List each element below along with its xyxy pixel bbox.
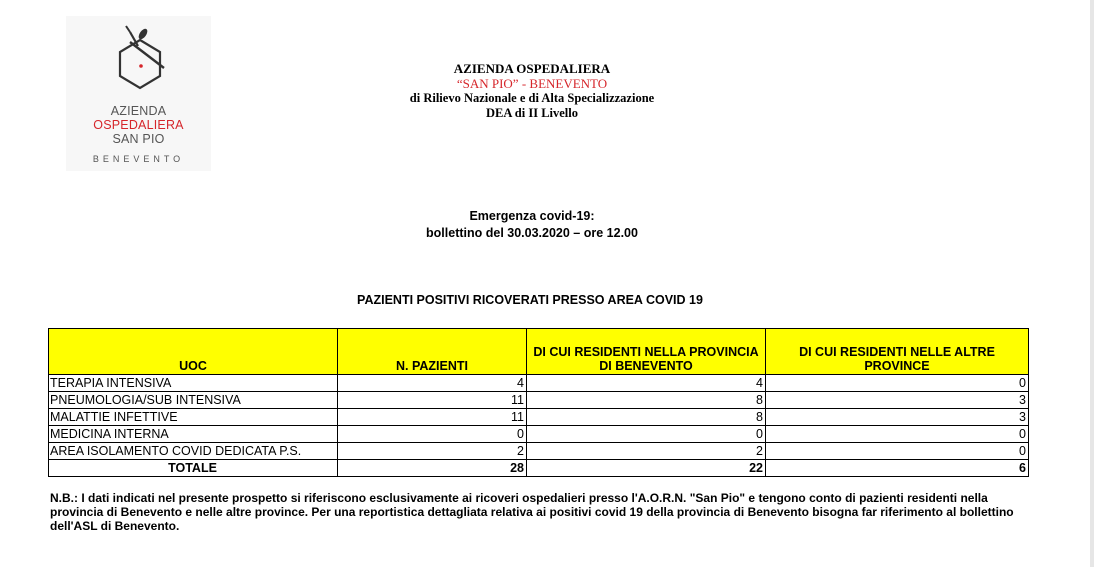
cell-benevento: 4 xyxy=(527,375,766,392)
logo-text-san-pio: SAN PIO xyxy=(112,132,165,146)
logo-text-ospedaliera: OSPEDALIERA xyxy=(93,118,184,132)
cell-pazienti: 2 xyxy=(338,443,527,460)
table-header-row xyxy=(49,329,1029,375)
cell-uoc: TERAPIA INTENSIVA xyxy=(49,375,338,392)
bulletin-title: Emergenza covid-19: xyxy=(469,209,595,223)
header-hospital-location: “SAN PIO” - BENEVENTO xyxy=(456,76,608,91)
logo-text-azienda: AZIENDA xyxy=(110,104,167,118)
column-header-altre: DI CUI RESIDENTI NELLE ALTRE PROVINCE xyxy=(766,329,1029,375)
cell-total-pazienti: 28 xyxy=(338,460,527,477)
patients-table xyxy=(48,328,1029,477)
hospital-logo xyxy=(66,16,211,171)
cell-pazienti: 0 xyxy=(338,426,527,443)
cell-uoc: MEDICINA INTERNA xyxy=(49,426,338,443)
cell-uoc: PNEUMOLOGIA/SUB INTENSIVA xyxy=(49,392,338,409)
cell-benevento: 2 xyxy=(527,443,766,460)
cell-uoc: MALATTIE INFETTIVE xyxy=(49,409,338,426)
logo-text-benevento: BENEVENTO xyxy=(92,154,185,164)
cell-altre: 3 xyxy=(766,392,1029,409)
cell-pazienti: 4 xyxy=(338,375,527,392)
table-row xyxy=(49,375,1029,392)
hexagon-logo-icon xyxy=(100,22,180,102)
header-hospital-rank: di Rilievo Nazionale e di Alta Specializzazione xyxy=(409,91,655,105)
cell-total-label: TOTALE xyxy=(49,460,338,477)
cell-benevento: 8 xyxy=(527,392,766,409)
column-header-uoc: UOC xyxy=(49,329,338,375)
cell-total-altre: 6 xyxy=(766,460,1029,477)
cell-benevento: 0 xyxy=(527,426,766,443)
cell-pazienti: 11 xyxy=(338,392,527,409)
table-title: PAZIENTI POSITIVI RICOVERATI PRESSO AREA COVID 19 xyxy=(357,293,703,307)
page-edge xyxy=(1090,0,1094,567)
header-dea-level: DEA di II Livello xyxy=(485,106,579,120)
table-total-row xyxy=(49,460,1029,477)
table-row xyxy=(49,443,1029,460)
cell-altre: 0 xyxy=(766,443,1029,460)
cell-altre: 0 xyxy=(766,375,1029,392)
cell-total-benevento: 22 xyxy=(527,460,766,477)
table-row xyxy=(49,409,1029,426)
table-row xyxy=(49,426,1029,443)
column-header-benevento: DI CUI RESIDENTI NELLA PROVINCIA DI BENEVENTO xyxy=(527,329,766,375)
footnote: N.B.: I dati indicati nel presente prospetto si riferiscono esclusivamente ai ricoveri ospedalieri presso l'A.O.R.N. "San Pio" e tengono conto di pazienti residenti nella provincia di Benevento e nelle altre province. Per una reportistica dettagliata relativa ai positivi covid 19 della provincia di Benevento bisogna far riferimento al bollettino dell'ASL di Benevento. xyxy=(50,491,1014,533)
bulletin-date: bollettino del 30.03.2020 – ore 12.00 xyxy=(426,226,638,240)
table-row xyxy=(49,392,1029,409)
cell-altre: 3 xyxy=(766,409,1029,426)
cell-uoc: AREA ISOLAMENTO COVID DEDICATA P.S. xyxy=(49,443,338,460)
header-hospital-name: AZIENDA OSPEDALIERA xyxy=(453,61,611,76)
cell-altre: 0 xyxy=(766,426,1029,443)
cell-benevento: 8 xyxy=(527,409,766,426)
cell-pazienti: 11 xyxy=(338,409,527,426)
column-header-pazienti: N. PAZIENTI xyxy=(338,329,527,375)
